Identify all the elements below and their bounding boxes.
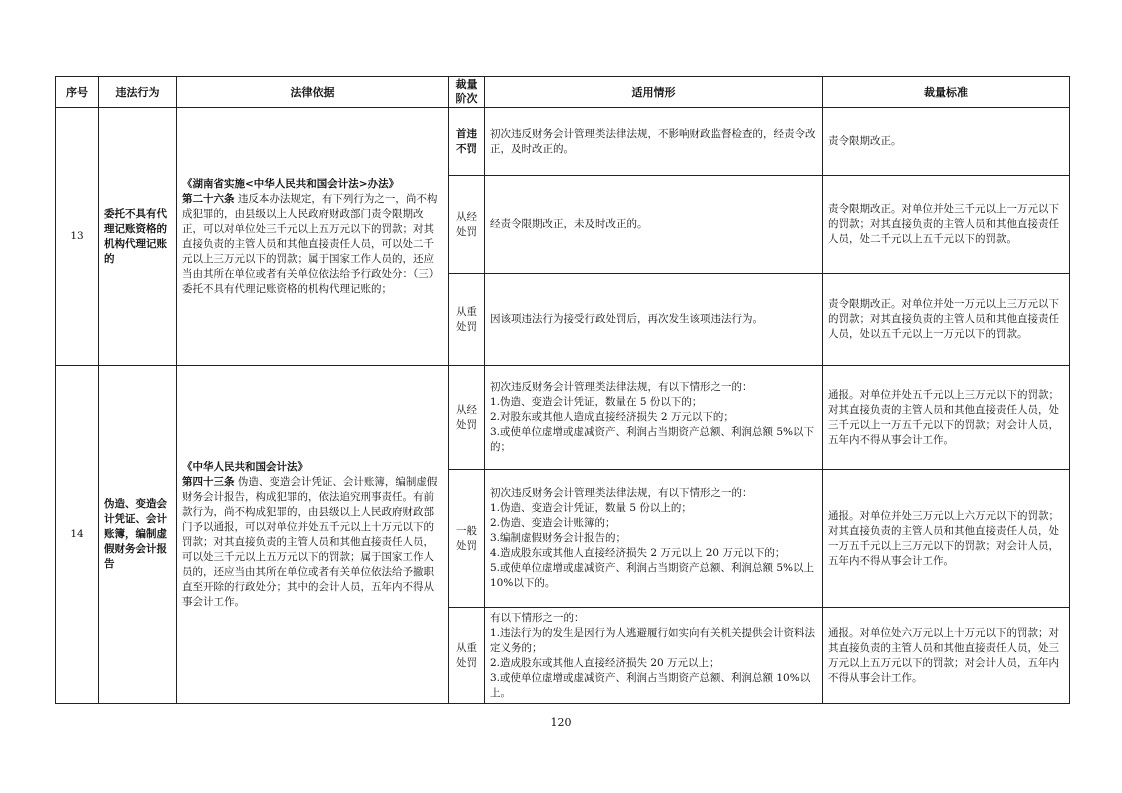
situation-line: 3.或使单位虚增或虚减资产、利润占当期资产总额、利润总额 10%以上。 [490,671,811,699]
table-header-row [56,77,1070,108]
discretion-level: 一般处罚 [449,470,485,608]
applicable-situation [485,176,823,274]
law-text: 违反本办法规定，有下列行为之一，尚不构成犯罪的，由县级以上人民政府财政部门责令限期改正，可以对单位处三千元以上五万元以下的罚款；对其直接负责的主管人员和其他直接责任人员，可以处二千元以上三万元以下的罚款；属于国家工作人员的，还应当由其所在单位或者有关单位依法给予行政处分：（三）委托不具有代理记账资格的机构代理记账的； [182,192,440,295]
violation-act: 委托不具有代理记账资格的机构代理记账的 [99,108,177,366]
legal-basis [177,366,449,704]
situation-line: 3.或使单位虚增或虚减资产、利润占当期资产总额、利润总额 5%以下的； [490,426,815,453]
situation-line: 初次违反财务会计管理类法律法规，有以下情形之一的： [490,487,753,499]
law-title: 《湖南省实施<中华人民共和国会计法>办法》 [182,177,400,190]
table-row [56,108,1070,176]
legal-basis [177,108,449,366]
law-article: 第二十六条 [182,192,235,205]
violation-act: 伪造、变造会计凭证、会计账簿，编制虚假财务会计报告 [99,366,177,704]
discretion-standard: 责令限期改正。 [823,108,1070,176]
law-article: 第四十三条 [182,475,235,488]
law-text: 伪造、变造会计凭证、会计账簿，编制虚假财务会计报告，构成犯罪的，依法追究刑事责任。有前款行为，尚不构成犯罪的，由县级以上人民政府财政部门予以通报，可以对单位并处五千元以上十万元以下的罚款；对其直接负责的主管人员和其他直接责任人员，可以处三千元以上五万元以下的罚款；属于国家工作人员的，还应当由其所在单位或者有关单位依法给予撤职直至开除的行政处分；其中的会计人员，五年内不得从事会计工作。 [182,475,438,608]
situation-line: 因该项违法行为接受行政处罚后，再次发生该项违法行为。 [490,313,763,325]
header-standard: 裁量标准 [823,77,1070,108]
applicable-situation [485,608,823,704]
header-no: 序号 [56,77,99,108]
situation-line: 初次违反财务会计管理类法律法规，不影响财政监督检查的，经责令改正，及时改正的。 [490,127,816,155]
discretion-level: 从重处罚 [449,608,485,704]
header-level: 裁量阶次 [449,77,485,108]
header-basis: 法律依据 [177,77,449,108]
header-situation: 适用情形 [485,77,823,108]
discretion-standard: 通报。对单位并处五千元以上三万元以下的罚款；对其直接负责的主管人员和其他直接责任人员，处三千元以上一万五千元以下的罚款；对会计人员，五年内不得从事会计工作。 [823,366,1070,470]
situation-line: 2.伪造、变造会计账簿的； [490,517,616,529]
row-number: 14 [56,366,99,704]
discretion-level: 从经处罚 [449,176,485,274]
discretion-standard: 责令限期改正。对单位并处一万元以上三万元以下的罚款；对其直接负责的主管人员和其他直接责任人员，处以五千元以上一万元以下的罚款。 [823,274,1070,366]
situation-line: 5.或使单位虚增或虚减资产、利润占当期资产总额、利润总额 5%以上 10%以下的。 [490,562,815,589]
situation-line: 1.违法行为的发生是因行为人逃避履行如实向有关机关提供会计资料法定义务的； [490,626,816,654]
discretion-standard: 通报。对单位处六万元以上十万元以下的罚款；对其直接负责的主管人员和其他直接责任人员，处三万元以上五万元以下的罚款；对会计人员，五年内不得从事会计工作。 [823,608,1070,704]
situation-line: 初次违反财务会计管理类法律法规，有以下情形之一的： [490,381,753,393]
law-title: 《中华人民共和国会计法》 [182,460,308,473]
applicable-situation [485,470,823,608]
situation-line: 1.伪造、变造会计凭证，数量 5 份以上的； [490,502,692,514]
discretion-standard: 责令限期改正。对单位并处三千元以上一万元以下的罚款；对其直接负责的主管人员和其他直接责任人员，处二千元以上五千元以下的罚款。 [823,176,1070,274]
table-row [56,366,1070,470]
discretion-level: 首违不罚 [449,108,485,176]
header-act: 违法行为 [99,77,177,108]
situation-line: 4.造成股东或其他人直接经济损失 2 万元以上 20 万元以下的； [490,547,786,559]
situation-line: 3.编制虚假财务会计报告的； [490,532,627,544]
discretion-level: 从经处罚 [449,366,485,470]
situation-line: 2.对股东或其他人造成直接经济损失 2 万元以下的； [490,411,734,423]
situation-line: 1.伪造、变造会计凭证，数量在 5 份以下的； [490,396,703,408]
situation-line: 2.造成股东或其他人直接经济损失 20 万元以上； [490,656,720,669]
penalty-discretion-table [55,76,1070,704]
applicable-situation [485,108,823,176]
discretion-level: 从重处罚 [449,274,485,366]
page-number: 120 [550,716,572,729]
applicable-situation [485,274,823,366]
row-number: 13 [56,108,99,366]
applicable-situation [485,366,823,470]
situation-line: 有以下情形之一的： [490,611,585,624]
discretion-standard: 通报。对单位并处三万元以上六万元以下的罚款；对其直接负责的主管人员和其他直接责任人员，处一万五千元以上三万元以下的罚款；对会计人员，五年内不得从事会计工作。 [823,470,1070,608]
situation-line: 经责令限期改正，未及时改正的。 [490,218,648,230]
